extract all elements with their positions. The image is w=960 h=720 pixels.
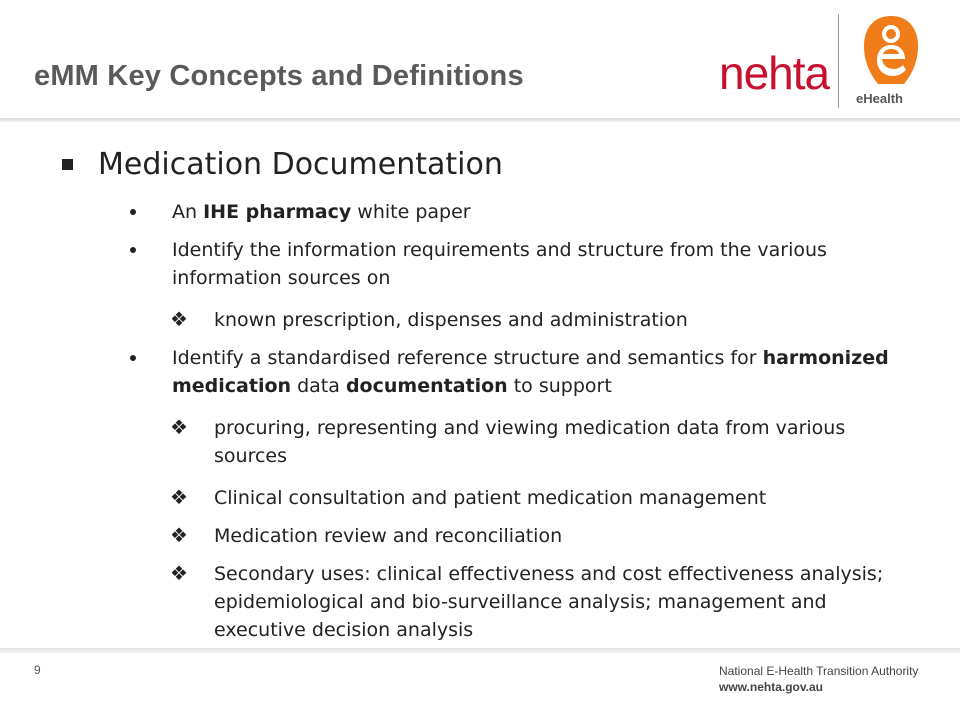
slide-title: eMM Key Concepts and Definitions	[34, 60, 524, 92]
page-number: 9	[34, 663, 41, 677]
bullet-text-bold: documentation	[345, 375, 508, 397]
sub-bullet-text: Secondary uses: clinical effectiveness and cost effectiveness analysis; epidemiological and bio-surveillance analysis; management and executive decision analysis	[214, 563, 884, 641]
bullet-text: white paper	[351, 201, 471, 223]
bullet-text-bold: IHE pharmacy	[203, 201, 352, 223]
bullet-item	[172, 344, 892, 400]
sub-bullet-text: Medication review and reconciliation	[214, 525, 563, 547]
bullet-item	[172, 236, 892, 292]
bullet-text-bold: harmonized medication	[172, 347, 889, 397]
main-heading-text: Medication Documentation	[98, 147, 503, 182]
nehta-logo: nehta	[719, 47, 830, 99]
bullet-text: Identify a standardised reference structure and semantics for	[172, 347, 763, 369]
bullet-text: data	[291, 375, 346, 397]
sub-bullet-item	[170, 560, 894, 644]
bullet-text: An	[172, 201, 204, 223]
sub-bullet-text: Clinical consultation and patient medication management	[214, 487, 767, 509]
footer-org-name: National E-Health Transition Authority	[719, 664, 919, 678]
sub-bullet-item	[170, 484, 894, 512]
footer-divider	[0, 648, 960, 653]
sub-bullet-item	[170, 306, 894, 334]
sub-bullet-text: known prescription, dispenses and administration	[214, 309, 688, 331]
square-bullet-icon	[62, 159, 73, 170]
diamond-bullet-icon: ❖	[170, 523, 188, 547]
sub-bullet-item	[170, 522, 894, 550]
ehealth-label: eHealth	[856, 91, 903, 106]
footer-org-url: www.nehta.gov.au	[719, 680, 824, 694]
bullet-text: to support	[507, 375, 612, 397]
bullet-text: Identify the information requirements and structure from the various information sources on	[172, 239, 827, 289]
sub-bullet-item	[170, 414, 894, 470]
sub-bullet-text: procuring, representing and viewing medication data from various sources	[214, 417, 846, 467]
diamond-bullet-icon: ❖	[170, 307, 188, 331]
diamond-bullet-icon: ❖	[170, 485, 188, 509]
diamond-bullet-icon: ❖	[170, 415, 188, 439]
bullet-item	[172, 198, 892, 226]
diamond-bullet-icon: ❖	[170, 561, 188, 585]
